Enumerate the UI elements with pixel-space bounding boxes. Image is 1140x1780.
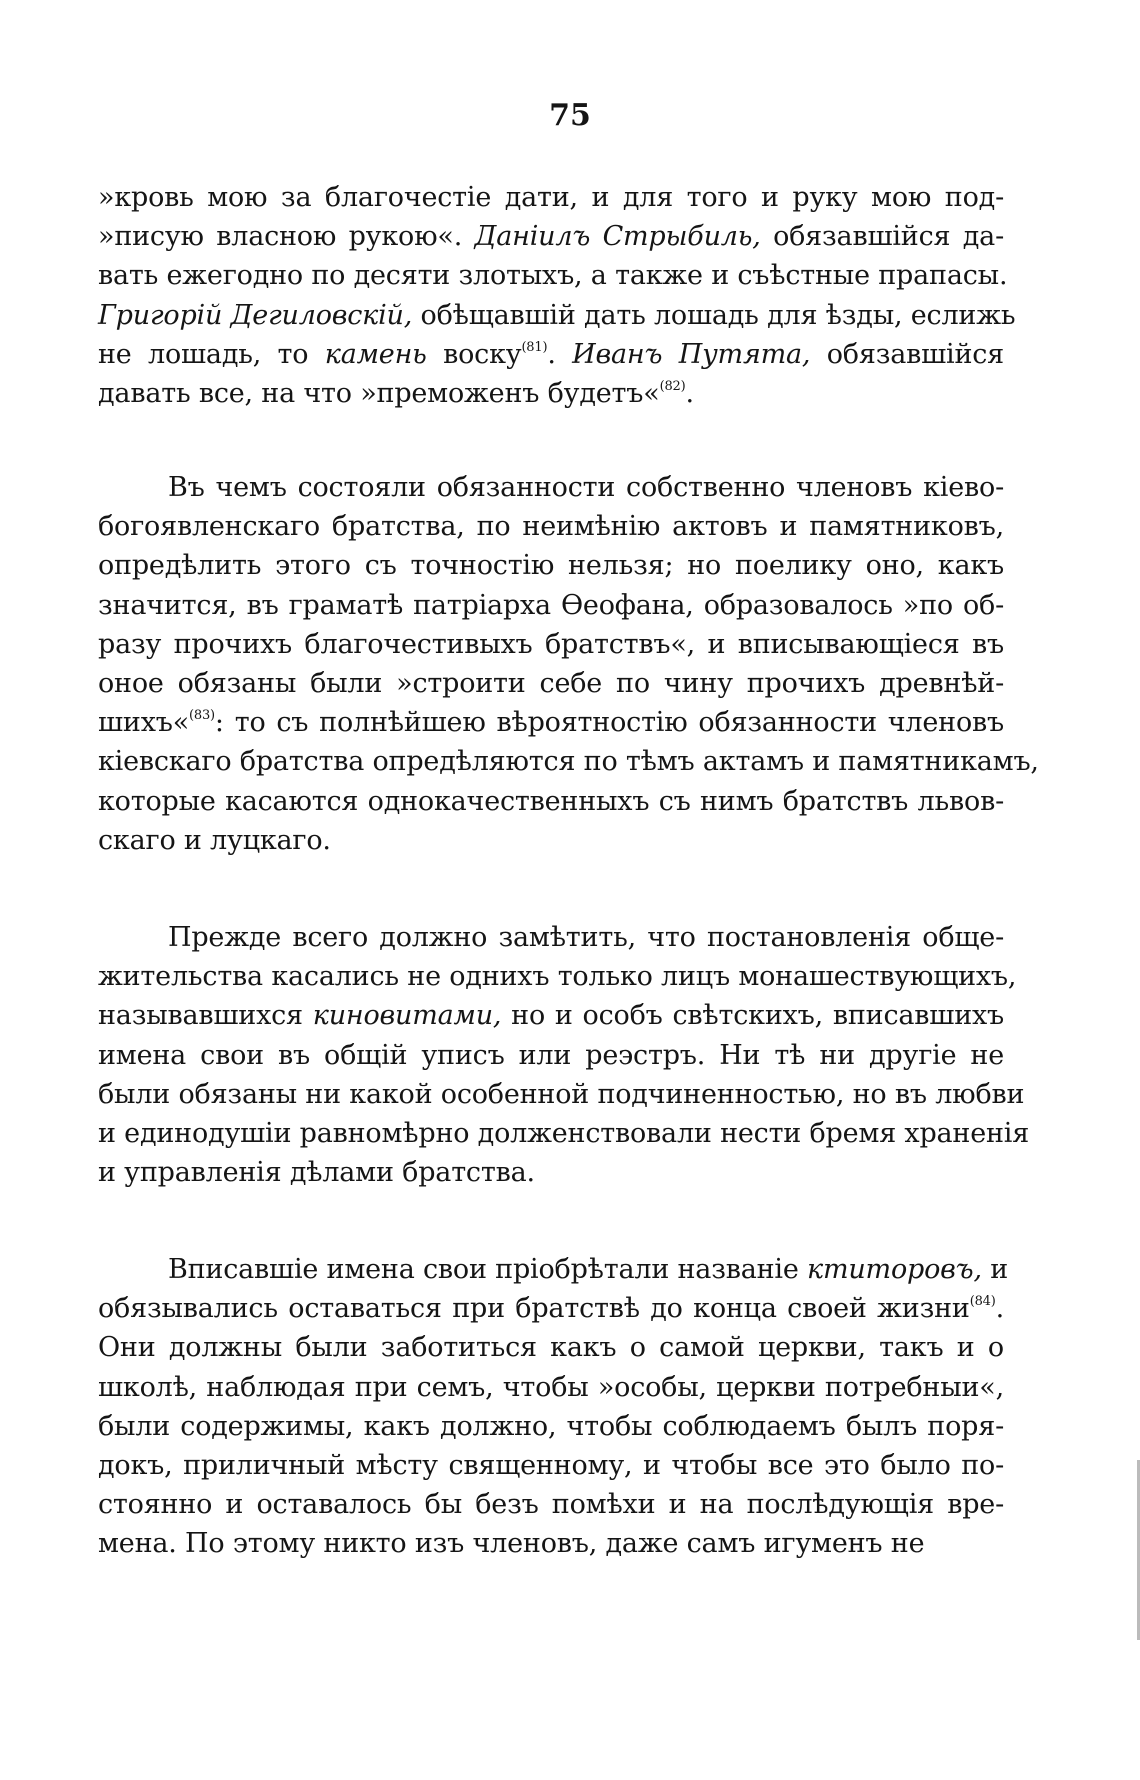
page-number: 75 [549,98,591,133]
text-line: кіевскаго братства опредѣляются по тѣмъ актамъ и памятникамъ, [98,746,1039,778]
text-line: Прежде всего должно замѣтить, что постановленія обще- [168,922,1004,953]
text-line: Григорій Дегиловскій, обѣщавшій дать лошадь для ѣзды, еслижь [98,299,1016,331]
text-line: скаго и луцкаго. [98,824,331,856]
text-line: опредѣлить этого съ точностію нельзя; но поелику оно, какъ [98,550,1004,582]
text-line: »кровь мою за благочестіе дати, и для того и руку мою под- [98,182,1004,213]
text-line: и управленія дѣлами братства. [98,1157,535,1189]
text-line: разу прочихъ благочестивыхъ братствъ«, и вписывающіеся въ [98,628,1004,660]
text-line: которые касаются однокачественныхъ съ нимъ братствъ львов- [98,785,1004,817]
footnote-marker: (83) [189,708,215,724]
paragraph-3 [98,918,1030,1192]
text-line: жительства касались не однихъ только лицъ монашествующихъ, [98,961,1017,993]
text-line: мена. По этому никто изъ членовъ, даже самъ игуменъ не [98,1528,925,1560]
text-line: вать ежегодно по десяти злотыхъ, а также и съѣстные прапасы. [98,260,1008,292]
text-line: не лошадь, то камень воску$^{(81)}$. Иванъ Путята, обязавшійся [98,338,1005,370]
text-line: значится, въ граматѣ патріарха Ѳеофана, образовалось »по об- [98,589,1004,621]
footnote-marker: (84) [969,1294,996,1310]
paragraph-4 [98,1250,1009,1564]
text-line: Въ чемъ состояли обязанности собственно членовъ кіево- [168,472,1004,503]
text-line: называвшихся киновитами, но и особъ свѣтскихъ, вписавшихъ [98,1000,1004,1032]
text-line: давать все, на что »преможенъ будетъ«$^{(82)}$. [98,378,694,410]
text-line: и единодушіи равномѣрно долженствовали нести бремя храненія [98,1118,1030,1150]
footnote-marker: (81) [521,339,548,355]
text-line: оное обязаны были »строити себе по чину прочихъ древнѣй- [98,668,1004,700]
paragraph-2 [98,468,1039,860]
text-line: имена свои въ общій уписъ или реэстръ. Ни тѣ ни другіе не [98,1039,1004,1071]
text-line: Вписавшіе имена свои пріобрѣтали названіе ктиторовъ, и [168,1254,1009,1285]
text-line: были содержимы, какъ должно, чтобы соблюдаемъ былъ поря- [98,1410,1004,1442]
text-line: докъ, приличный мѣсту священному, и чтобы все это было по- [98,1450,1004,1482]
text-line: стоянно и оставалось бы безъ помѣхи и на послѣдующія вре- [98,1489,1004,1521]
text-line: богоявленскаго братства, по неимѣнію актовъ и памятниковъ, [98,511,1004,543]
text-line: были обязаны ни какой особенной подчиненностью, но въ любви [98,1078,1025,1110]
text-line: шихъ«$^{(83)}$: то съ полнѣйшею вѣроятностію обязанности членовъ [98,707,1004,739]
footnote-marker: (82) [659,379,686,395]
text-line: »писую власною рукою«. Даніилъ Стрыбиль, обязавшійся да- [98,221,1004,253]
paragraph-1 [98,178,1016,413]
text-line: школѣ, наблюдая при семъ, чтобы »особы, церкви потребныи«, [98,1371,1004,1403]
text-line: Они должны были заботиться какъ о самой церкви, такъ и о [98,1332,1004,1364]
text-line: обязывались оставаться при братствѣ до конца своей жизни$^{(84)}$. [98,1293,1004,1325]
